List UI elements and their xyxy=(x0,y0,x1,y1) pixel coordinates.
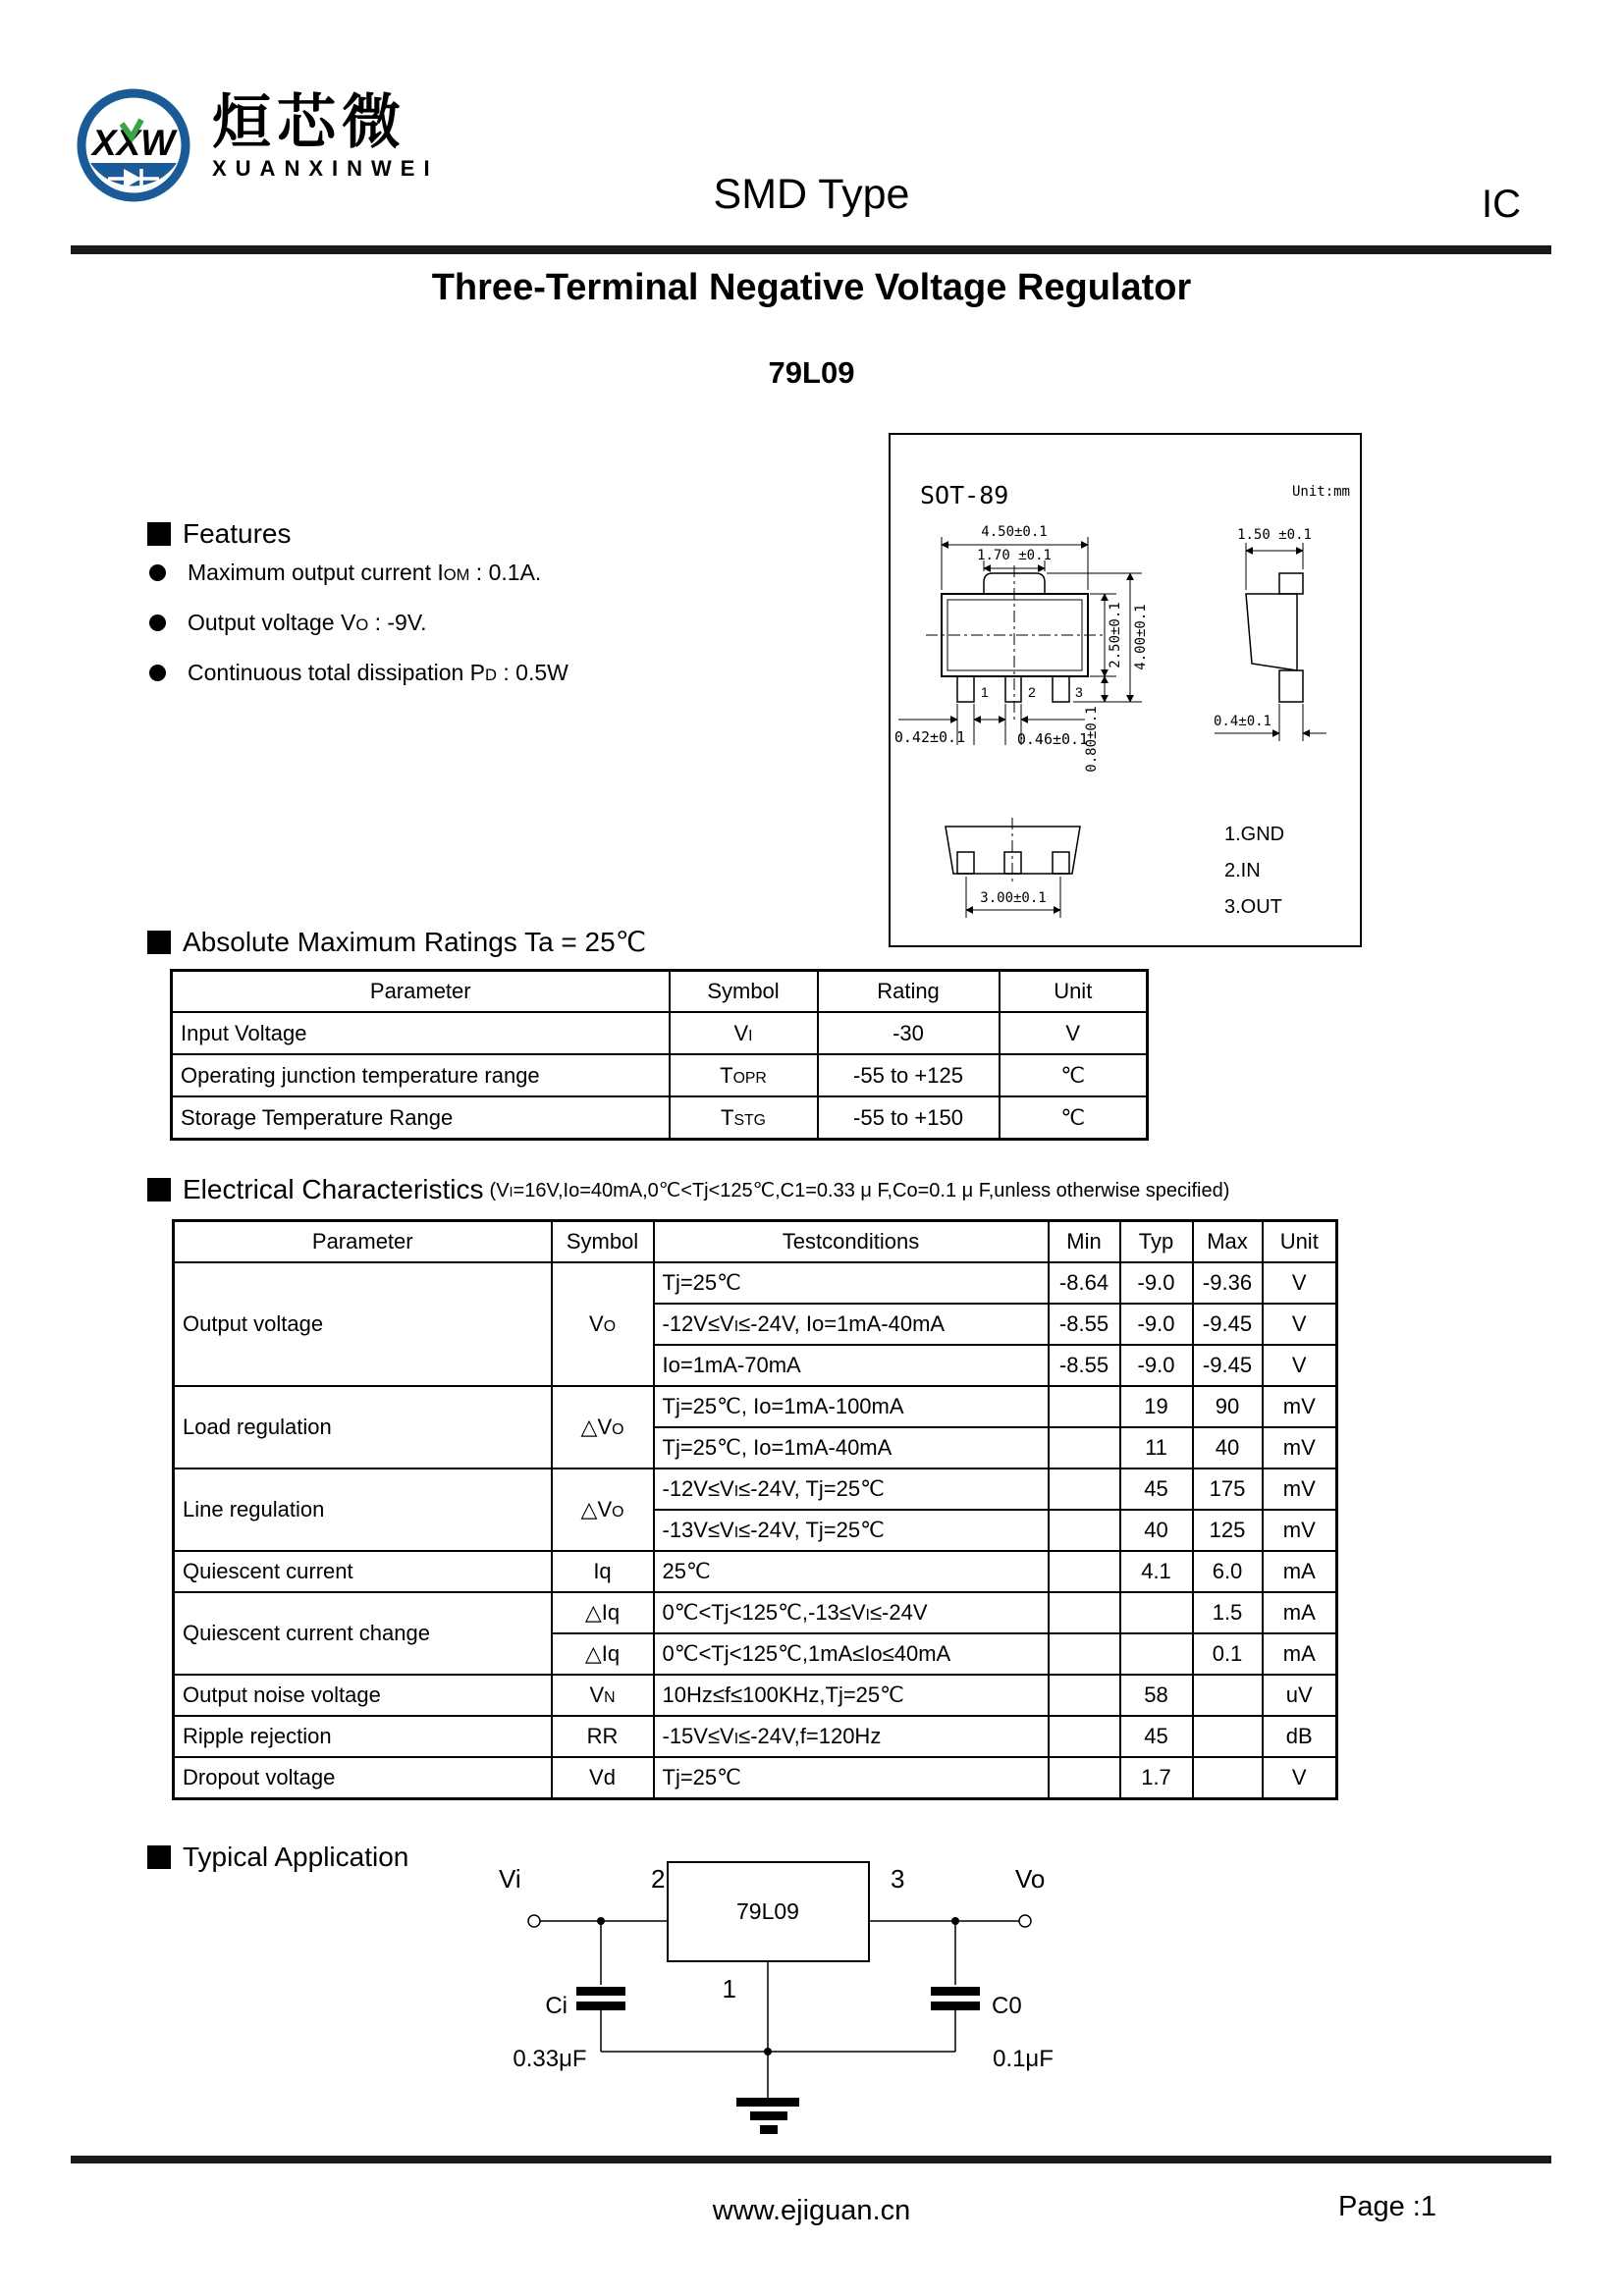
table-cell: VO xyxy=(552,1262,654,1386)
output-capacitor xyxy=(931,1987,980,2010)
table-cell: mA xyxy=(1263,1633,1337,1675)
table-cell: -8.64 xyxy=(1049,1262,1120,1304)
table-row xyxy=(174,1592,1337,1633)
table-cell: Vd xyxy=(552,1757,654,1799)
column-header: Symbol xyxy=(552,1221,654,1263)
table-cell: Iq xyxy=(552,1551,654,1592)
dim-total-height: 4.00±0.1 xyxy=(1133,604,1149,670)
footer-page-number: Page :1 xyxy=(1338,2191,1436,2222)
table-cell: △VO xyxy=(552,1468,654,1551)
table-cell: TOPR xyxy=(670,1054,818,1096)
table-cell: Tj=25℃ xyxy=(654,1757,1049,1799)
cin-name-label: Ci xyxy=(545,1993,568,2019)
table-cell: 40 xyxy=(1193,1427,1263,1468)
cout-value-label: 0.1μF xyxy=(993,2046,1054,2072)
feature-item xyxy=(149,610,699,636)
column-header: Parameter xyxy=(172,971,670,1013)
package-unit: Unit:mm xyxy=(1291,484,1350,500)
table-cell: -13V≤VI≤-24V, Tj=25℃ xyxy=(654,1510,1049,1551)
feature-item xyxy=(149,560,699,586)
table-cell xyxy=(1049,1592,1120,1633)
table-cell: V xyxy=(1263,1262,1337,1304)
table-cell: 25℃ xyxy=(654,1551,1049,1592)
table-header-row xyxy=(172,971,1148,1013)
header-category-label: IC xyxy=(1482,183,1521,226)
table-cell xyxy=(1049,1510,1120,1551)
chip-label: 79L09 xyxy=(736,1898,799,1924)
column-header: Unit xyxy=(1000,971,1148,1013)
header-type-label: SMD Type xyxy=(713,171,910,218)
table-cell: Ripple rejection xyxy=(174,1716,552,1757)
junction-dot xyxy=(764,2048,772,2056)
amr-heading-text: Absolute Maximum Ratings Ta = 25℃ xyxy=(183,927,647,957)
pin-number-3: 3 xyxy=(1075,684,1083,700)
table-cell: dB xyxy=(1263,1716,1337,1757)
dim-lead-thickness: 0.4±0.1 xyxy=(1213,714,1271,729)
ec-table xyxy=(172,1219,1338,1800)
vin-label: Vi xyxy=(499,1864,521,1894)
table-cell: mV xyxy=(1263,1468,1337,1510)
table-cell: 4.1 xyxy=(1120,1551,1193,1592)
table-cell: V xyxy=(1263,1345,1337,1386)
junction-dot xyxy=(951,1917,959,1925)
package-drawing xyxy=(891,435,1360,945)
table-cell: Input Voltage xyxy=(172,1012,670,1054)
ground-symbol-icon xyxy=(736,2098,799,2134)
table-cell: 1.7 xyxy=(1120,1757,1193,1799)
table-header-row xyxy=(174,1221,1337,1263)
table-cell: △VO xyxy=(552,1386,654,1468)
table-cell: 90 xyxy=(1193,1386,1263,1427)
table-cell: 0℃<Tj<125℃,1mA≤Io≤40mA xyxy=(654,1633,1049,1675)
table-cell: 45 xyxy=(1120,1468,1193,1510)
table-row xyxy=(174,1468,1337,1510)
bullet-icon xyxy=(149,665,166,681)
table-row xyxy=(172,1096,1148,1140)
feature-text: Output voltage VO : -9V. xyxy=(188,610,427,635)
application-heading-text: Typical Application xyxy=(183,1842,409,1872)
front-view-dimensions xyxy=(898,537,1142,745)
table-cell xyxy=(1193,1757,1263,1799)
pin-number-1: 1 xyxy=(981,684,989,700)
table-cell xyxy=(1049,1551,1120,1592)
table-row xyxy=(172,1054,1148,1096)
table-cell: ℃ xyxy=(1000,1054,1148,1096)
table-cell: -12V≤VI≤-24V, Tj=25℃ xyxy=(654,1468,1049,1510)
table-cell: Output noise voltage xyxy=(174,1675,552,1716)
output-terminal xyxy=(1019,1915,1031,1927)
section-marker-icon xyxy=(147,1845,171,1869)
column-header: Parameter xyxy=(174,1221,552,1263)
table-cell: 19 xyxy=(1120,1386,1193,1427)
brand-english: XUANXINWEI xyxy=(212,156,439,181)
side-view-drawing xyxy=(1246,573,1303,702)
table-cell: mA xyxy=(1263,1551,1337,1592)
feature-item xyxy=(149,660,699,686)
table-cell: mV xyxy=(1263,1386,1337,1427)
logo-text: XXW xyxy=(91,123,176,163)
table-cell: 58 xyxy=(1120,1675,1193,1716)
pin-number-2: 2 xyxy=(1028,684,1036,700)
table-cell: uV xyxy=(1263,1675,1337,1716)
section-marker-icon xyxy=(147,1178,171,1201)
brand-chinese: 烜芯微 xyxy=(212,88,406,157)
table-cell: -8.55 xyxy=(1049,1345,1120,1386)
ec-heading xyxy=(147,1174,1229,1205)
column-header: Rating xyxy=(818,971,1000,1013)
table-cell xyxy=(1049,1757,1120,1799)
table-cell: -9.45 xyxy=(1193,1304,1263,1345)
table-cell: Tj=25℃ xyxy=(654,1262,1049,1304)
application-heading xyxy=(147,1842,408,1873)
input-terminal xyxy=(528,1915,540,1927)
table-row xyxy=(174,1551,1337,1592)
dim-tab-width: 1.70 ±0.1 xyxy=(977,548,1052,563)
column-header: Symbol xyxy=(670,971,818,1013)
table-cell: Quiescent current change xyxy=(174,1592,552,1675)
pin2-label: 2 xyxy=(651,1864,666,1894)
table-cell: Storage Temperature Range xyxy=(172,1096,670,1140)
column-header: Unit xyxy=(1263,1221,1337,1263)
dim-side-width: 1.50 ±0.1 xyxy=(1237,527,1312,543)
table-cell: RR xyxy=(552,1716,654,1757)
table-row xyxy=(174,1386,1337,1427)
header-rule xyxy=(71,245,1551,254)
table-cell: -55 to +125 xyxy=(818,1054,1000,1096)
table-cell: mV xyxy=(1263,1510,1337,1551)
table-cell: 125 xyxy=(1193,1510,1263,1551)
table-cell xyxy=(1049,1386,1120,1427)
features-heading-text: Features xyxy=(183,518,292,549)
table-cell: -9.36 xyxy=(1193,1262,1263,1304)
table-cell: Dropout voltage xyxy=(174,1757,552,1799)
table-cell: 11 xyxy=(1120,1427,1193,1468)
table-cell: -9.45 xyxy=(1193,1345,1263,1386)
feature-text: Continuous total dissipation PD : 0.5W xyxy=(188,660,568,685)
section-marker-icon xyxy=(147,931,171,954)
table-cell xyxy=(1049,1633,1120,1675)
table-cell: -55 to +150 xyxy=(818,1096,1000,1140)
section-marker-icon xyxy=(147,522,171,546)
column-header: Min xyxy=(1049,1221,1120,1263)
pin-name-in: 2.IN xyxy=(1224,860,1261,881)
table-cell: VN xyxy=(552,1675,654,1716)
bullet-icon xyxy=(149,614,166,631)
input-capacitor xyxy=(576,1987,625,2010)
table-row xyxy=(174,1675,1337,1716)
dim-pin-edge: 0.42±0.1 xyxy=(893,728,966,746)
table-cell: V xyxy=(1263,1757,1337,1799)
table-cell xyxy=(1120,1633,1193,1675)
dim-body-height: 2.50±0.1 xyxy=(1108,602,1123,668)
table-row xyxy=(174,1757,1337,1799)
package-drawing-box xyxy=(889,433,1362,947)
table-cell: -9.0 xyxy=(1120,1304,1193,1345)
features-heading xyxy=(147,518,292,550)
table-cell: Tj=25℃, Io=1mA-40mA xyxy=(654,1427,1049,1468)
table-row xyxy=(172,1012,1148,1054)
table-row xyxy=(174,1716,1337,1757)
pin1-label: 1 xyxy=(722,1974,736,2003)
table-cell: -9.0 xyxy=(1120,1345,1193,1386)
table-cell: Line regulation xyxy=(174,1468,552,1551)
application-circuit xyxy=(412,1850,1100,2145)
pin-name-out: 3.OUT xyxy=(1224,896,1282,918)
vout-label: Vo xyxy=(1015,1864,1046,1894)
table-cell: △Iq xyxy=(552,1633,654,1675)
table-row xyxy=(174,1262,1337,1304)
footer-rule xyxy=(71,2156,1551,2163)
ec-note: (VI=16V,Io=40mA,0℃<Tj<125℃,C1=0.33 μ F,Co=0.1 μ F,unless otherwise specified) xyxy=(489,1179,1230,1201)
cout-name-label: C0 xyxy=(992,1993,1022,2019)
table-cell xyxy=(1049,1716,1120,1757)
table-cell: Io=1mA-70mA xyxy=(654,1345,1049,1386)
package-name: SOT-89 xyxy=(920,481,1009,509)
side-view-dimensions xyxy=(1215,543,1326,741)
table-cell: mV xyxy=(1263,1427,1337,1468)
dim-pin-width: 0.46±0.1 xyxy=(1016,730,1089,748)
junction-dot xyxy=(597,1917,605,1925)
table-cell: -15V≤VI≤-24V,f=120Hz xyxy=(654,1716,1049,1757)
dim-pin-length: 0.80±0.1 xyxy=(1084,706,1100,773)
table-cell: Load regulation xyxy=(174,1386,552,1468)
table-cell: -12V≤VI≤-24V, Io=1mA-40mA xyxy=(654,1304,1049,1345)
table-cell xyxy=(1193,1716,1263,1757)
table-cell xyxy=(1049,1427,1120,1468)
part-number: 79L09 xyxy=(768,355,855,390)
table-cell xyxy=(1120,1592,1193,1633)
bottom-view-drawing xyxy=(946,818,1080,884)
table-cell: Tj=25℃, Io=1mA-100mA xyxy=(654,1386,1049,1427)
ec-heading-text: Electrical Characteristics xyxy=(183,1174,484,1204)
table-cell: 1.5 xyxy=(1193,1592,1263,1633)
table-cell: 0.1 xyxy=(1193,1633,1263,1675)
amr-heading xyxy=(147,926,646,958)
table-cell: -30 xyxy=(818,1012,1000,1054)
table-cell: -9.0 xyxy=(1120,1262,1193,1304)
table-cell: Quiescent current xyxy=(174,1551,552,1592)
table-cell: -8.55 xyxy=(1049,1304,1120,1345)
table-cell: 10Hz≤f≤100KHz,Tj=25℃ xyxy=(654,1675,1049,1716)
table-cell: Output voltage xyxy=(174,1262,552,1386)
column-header: Typ xyxy=(1120,1221,1193,1263)
footer-website: www.ejiguan.cn xyxy=(712,2195,911,2226)
table-cell: mA xyxy=(1263,1592,1337,1633)
amr-table xyxy=(170,969,1149,1141)
cin-value-label: 0.33μF xyxy=(513,2046,587,2072)
page-title: Three-Terminal Negative Voltage Regulator xyxy=(431,267,1192,308)
table-cell: VI xyxy=(670,1012,818,1054)
table-cell: Operating junction temperature range xyxy=(172,1054,670,1096)
bullet-icon xyxy=(149,564,166,581)
table-cell: 0℃<Tj<125℃,-13≤VI≤-24V xyxy=(654,1592,1049,1633)
table-cell: 175 xyxy=(1193,1468,1263,1510)
brand-text xyxy=(212,86,439,182)
table-cell: △Iq xyxy=(552,1592,654,1633)
table-cell: V xyxy=(1263,1304,1337,1345)
dim-overall-width: 4.50±0.1 xyxy=(981,524,1048,540)
pin3-label: 3 xyxy=(891,1864,905,1894)
pin-name-gnd: 1.GND xyxy=(1224,824,1285,845)
table-cell: TSTG xyxy=(670,1096,818,1140)
table-cell xyxy=(1049,1468,1120,1510)
dim-pin-span: 3.00±0.1 xyxy=(980,890,1047,906)
table-cell xyxy=(1049,1675,1120,1716)
table-cell: V xyxy=(1000,1012,1148,1054)
column-header: Max xyxy=(1193,1221,1263,1263)
table-cell: 45 xyxy=(1120,1716,1193,1757)
column-header: Testconditions xyxy=(654,1221,1049,1263)
table-cell: 40 xyxy=(1120,1510,1193,1551)
table-cell: 6.0 xyxy=(1193,1551,1263,1592)
feature-text: Maximum output current IOM : 0.1A. xyxy=(188,560,542,585)
table-cell xyxy=(1193,1675,1263,1716)
features-list xyxy=(149,560,699,710)
table-cell: ℃ xyxy=(1000,1096,1148,1140)
